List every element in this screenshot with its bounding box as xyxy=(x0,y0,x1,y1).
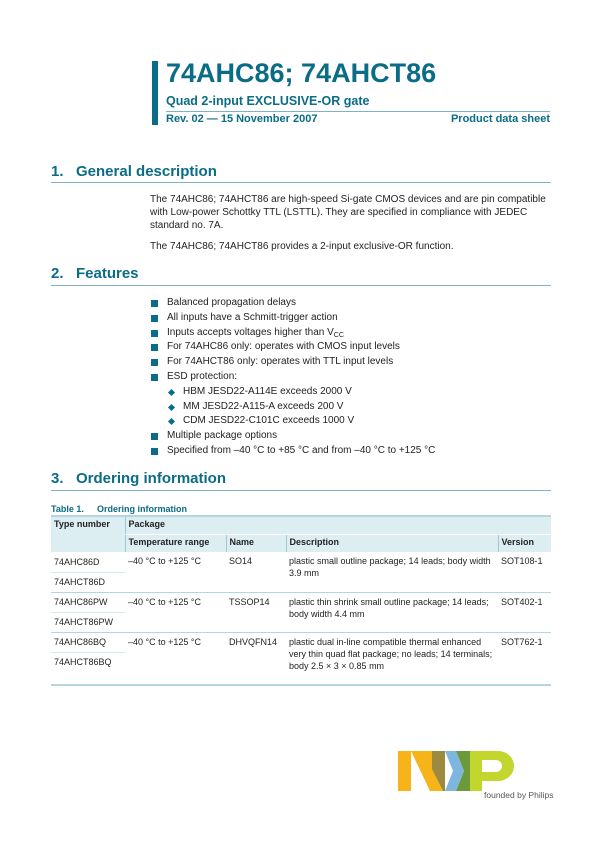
feature-item: All inputs have a Schmitt-trigger action xyxy=(150,311,550,326)
feature-item: For 74AHCT86 only: operates with TTL input levels xyxy=(150,355,550,370)
type-number-cell: 74AHC86PW xyxy=(51,592,125,612)
section-heading-features xyxy=(51,265,139,282)
section-divider xyxy=(51,285,551,286)
section-number: 1. xyxy=(51,163,64,180)
section-title: Features xyxy=(76,265,139,282)
features-list xyxy=(150,296,550,459)
table-caption-title: Ordering information xyxy=(97,504,187,514)
square-bullet-icon xyxy=(151,374,158,381)
header-temperature-range: Temperature range xyxy=(125,535,226,553)
feature-subitem: CDM JESD22-C101C exceeds 1000 V xyxy=(150,414,550,429)
document-title: 74AHC86; 74AHCT86 xyxy=(166,58,437,88)
table-caption xyxy=(51,504,187,514)
diamond-bullet-icon xyxy=(168,418,175,425)
feature-item: For 74AHC86 only: operates with CMOS input levels xyxy=(150,340,550,355)
description-cell: plastic small outline package; 14 leads; body width 3.9 mm xyxy=(286,552,498,592)
vcc-subscript: CC xyxy=(333,331,344,339)
nxp-logo xyxy=(398,751,516,791)
section-title: Ordering information xyxy=(76,470,226,487)
temperature-range-cell: –40 °C to +125 °C xyxy=(125,552,226,592)
section-heading-general-description xyxy=(51,163,217,180)
header-type-number: Type number xyxy=(51,516,125,552)
section-divider xyxy=(51,182,551,183)
feature-item: Inputs accepts voltages higher than $V_{CC}$ xyxy=(150,326,550,341)
table-header-row xyxy=(51,516,551,535)
square-bullet-icon xyxy=(151,344,158,351)
header-version: Version xyxy=(498,535,551,553)
table-subheader-row xyxy=(51,535,551,553)
header-package: Package xyxy=(125,516,551,535)
section-heading-ordering-information xyxy=(51,470,226,487)
description-cell: plastic dual in-line compatible thermal enhanced very thin quad flat package; no leads; 14 terminals; body 2.5 × 3 × 0.85 mm xyxy=(286,632,498,685)
square-bullet-icon xyxy=(151,433,158,440)
document-subtitle: Quad 2-input EXCLUSIVE-OR gate xyxy=(166,94,370,108)
temperature-range-cell: –40 °C to +125 °C xyxy=(125,632,226,685)
header-description: Description xyxy=(286,535,498,553)
feature-subitem: HBM JESD22-A114E exceeds 2000 V xyxy=(150,385,550,400)
version-cell: SOT762-1 xyxy=(498,632,551,685)
table-row xyxy=(51,592,551,612)
type-number-cell: 74AHC86BQ xyxy=(51,632,125,652)
description-cell: plastic thin shrink small outline package; 14 leads; body width 4.4 mm xyxy=(286,592,498,632)
section-number: 2. xyxy=(51,265,64,282)
document-type: Product data sheet xyxy=(450,113,550,125)
package-name-cell: TSSOP14 xyxy=(226,592,286,632)
feature-item: Balanced propagation delays xyxy=(150,296,550,311)
ordering-information-table xyxy=(51,515,551,686)
type-number-cell: 74AHCT86BQ xyxy=(51,652,125,685)
section-divider xyxy=(51,490,551,491)
type-number-cell: 74AHCT86PW xyxy=(51,612,125,632)
package-name-cell: DHVQFN14 xyxy=(226,632,286,685)
table-row xyxy=(51,552,551,572)
section-title: General description xyxy=(76,163,217,180)
diamond-bullet-icon xyxy=(168,389,175,396)
general-description-paragraph: The 74AHC86; 74AHCT86 are high-speed Si-gate CMOS devices and are pin compatible with Low-power Schottky TTL (LSTTL). They are specified in compliance with JEDEC standard no. 7A. xyxy=(150,194,546,231)
version-cell: SOT108-1 xyxy=(498,552,551,592)
header-accent-bar xyxy=(152,61,158,125)
logo-n-left xyxy=(398,751,411,791)
general-description-paragraph: The 74AHC86; 74AHCT86 provides a 2-input exclusive-OR function. xyxy=(150,241,454,252)
square-bullet-icon xyxy=(151,448,158,455)
logo-tagline: founded by Philips xyxy=(484,790,554,800)
header-name: Name xyxy=(226,535,286,553)
type-number-cell: 74AHC86D xyxy=(51,552,125,572)
square-bullet-icon xyxy=(151,300,158,307)
revision-info: Rev. 02 — 15 November 2007 xyxy=(166,113,318,125)
temperature-range-cell: –40 °C to +125 °C xyxy=(125,592,226,632)
table-caption-label: Table 1. xyxy=(51,504,84,514)
header-divider xyxy=(166,111,550,112)
diamond-bullet-icon xyxy=(168,404,175,411)
feature-item: Specified from –40 °C to +85 °C and from –40 °C to +125 °C xyxy=(150,444,550,459)
package-name-cell: SO14 xyxy=(226,552,286,592)
square-bullet-icon xyxy=(151,330,158,337)
feature-item: ESD protection: xyxy=(150,370,550,385)
feature-subitem: MM JESD22-A115-A exceeds 200 V xyxy=(150,400,550,415)
section-number: 3. xyxy=(51,470,64,487)
square-bullet-icon xyxy=(151,359,158,366)
type-number-cell: 74AHCT86D xyxy=(51,572,125,592)
feature-item: Multiple package options xyxy=(150,429,550,444)
table-row xyxy=(51,632,551,652)
logo-p xyxy=(470,751,514,791)
square-bullet-icon xyxy=(151,315,158,322)
version-cell: SOT402-1 xyxy=(498,592,551,632)
